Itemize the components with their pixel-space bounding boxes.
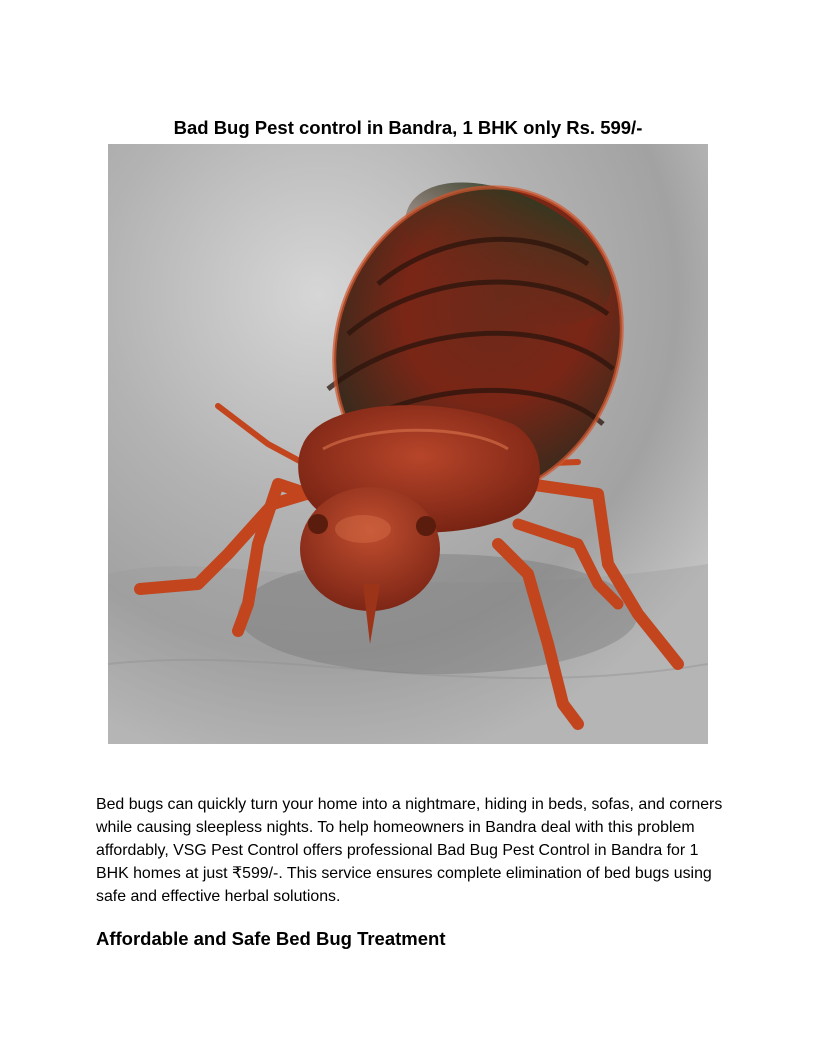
intro-paragraph: Bed bugs can quickly turn your home into a nightmare, hiding in beds, sofas, and corners while causing sleepless nights. To help homeowners in Bandra deal with this problem affordably, VSG Pest Control offers professional Bad Bug Pest Control in Bandra for 1 BHK homes at just ₹599/-. This service ensures complete elimination of bed bugs using safe and effective herbal solutions.: [96, 796, 723, 905]
bed-bug-photo: [108, 144, 708, 744]
section-heading: Affordable and Safe Bed Bug Treatment: [96, 928, 446, 949]
bed-bug-illustration: [108, 144, 708, 744]
page-title: Bad Bug Pest control in Bandra, 1 BHK only Rs. 599/-: [173, 117, 643, 138]
